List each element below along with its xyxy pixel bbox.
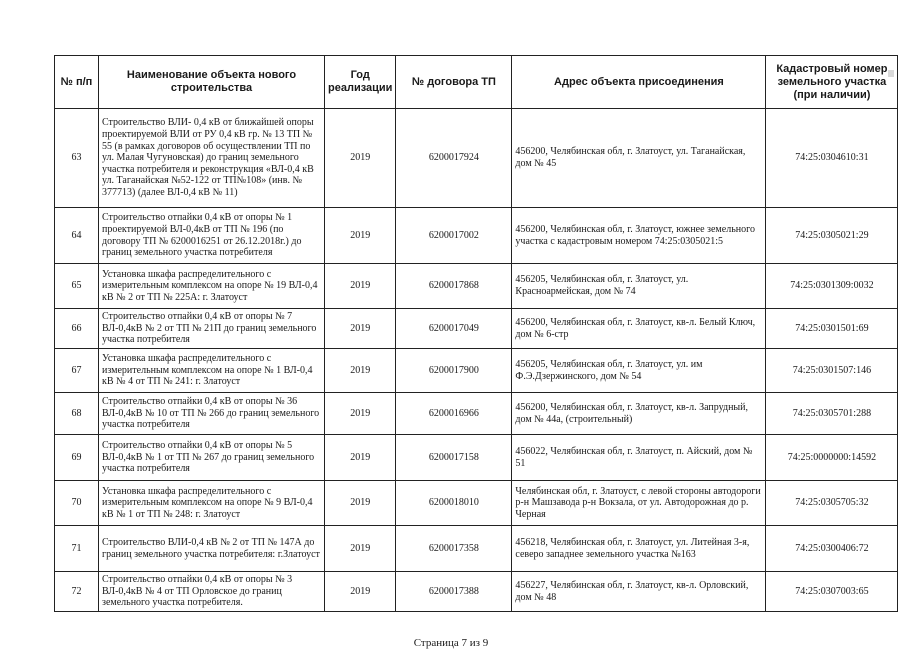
cadastral-number: 74:25:0305021:29 [766, 208, 898, 264]
row-number: 71 [55, 526, 99, 572]
table-row [55, 435, 898, 481]
year: 2019 [325, 109, 396, 208]
row-number: 63 [55, 109, 99, 208]
contract-number: 6200017158 [396, 435, 512, 481]
row-number: 70 [55, 481, 99, 526]
table-row [55, 572, 898, 612]
cadastral-number: 74:25:0300406:72 [766, 526, 898, 572]
table-row [55, 526, 898, 572]
row-number: 64 [55, 208, 99, 264]
year: 2019 [325, 393, 396, 435]
row-number: 66 [55, 309, 99, 349]
year: 2019 [325, 309, 396, 349]
year: 2019 [325, 572, 396, 612]
header-address: Адрес объекта присоединения [512, 56, 766, 109]
address: 456200, Челябинская обл, г. Златоуст, ул. Таганайская, дом № 45 [512, 109, 766, 208]
address: 456200, Челябинская обл, г. Златоуст, кв-л. Запрудный, дом № 44а, (строительный) [512, 393, 766, 435]
cadastral-number: 74:25:0301309:0032 [766, 264, 898, 309]
page-footer: Страница 7 из 9 [413, 637, 489, 649]
table-row [55, 109, 898, 208]
header-row [55, 56, 898, 109]
table-row [55, 264, 898, 309]
object-name: Строительство ВЛИ- 0,4 кВ от ближайшей опоры проектируемой ВЛИ от РУ 0,4 кВ гр. № 13 ТП № 55 (в рамках договоров об осуществлении ТП по ул. Малая Чугуновская) до границ земельного участка потребителя и реконструкция «ВЛ-0,4 кВ ул. Таганайская №52-122 от ТП№108» (инв. № 377713) (далее ВЛ-0,4 кВ № 11) [99, 109, 325, 208]
contract-number: 6200016966 [396, 393, 512, 435]
address: Челябинская обл, г. Златоуст, с левой стороны автодороги р-н Машзавода р-н Вокзала, от ул. Автодорожная до р. Черная [512, 481, 766, 526]
contract-number: 6200018010 [396, 481, 512, 526]
object-name: Установка шкафа распределительного с измерительным комплексом на опоре № 9 ВЛ-0,4 кВ № 1 от ТП № 248: г. Златоуст [99, 481, 325, 526]
table-row [55, 393, 898, 435]
year: 2019 [325, 435, 396, 481]
object-name: Строительство ВЛИ-0,4 кВ № 2 от ТП № 147А до границ земельного участка потребителя: г.Златоуст [99, 526, 325, 572]
cadastral-number: 74:25:0305705:32 [766, 481, 898, 526]
header-num: № п/п [55, 56, 99, 109]
contract-number: 6200017002 [396, 208, 512, 264]
contract-number: 6200017049 [396, 309, 512, 349]
row-number: 69 [55, 435, 99, 481]
table-row [55, 481, 898, 526]
address: 456200, Челябинская обл, г. Златоуст, кв-л. Белый Ключ, дом № 6-стр [512, 309, 766, 349]
address: 456205, Челябинская обл, г. Златоуст, ул. им Ф.Э.Дзержинского, дом № 54 [512, 349, 766, 393]
cadastral-number: 74:25:0304610:31 [766, 109, 898, 208]
table-row [55, 208, 898, 264]
table-row [55, 349, 898, 393]
object-name: Установка шкафа распределительного с измерительным комплексом на опоре № 19 ВЛ-0,4 кВ № 2 от ТП № 225А: г. Златоуст [99, 264, 325, 309]
scan-edge-mark [888, 70, 894, 77]
object-name: Строительство отпайки 0,4 кВ от опоры № 3 ВЛ-0,4кВ № 4 от ТП Орловское до границ земельного участка потребителя. [99, 572, 325, 612]
year: 2019 [325, 481, 396, 526]
address: 456227, Челябинская обл, г. Златоуст, кв-л. Орловский, дом № 48 [512, 572, 766, 612]
row-number: 65 [55, 264, 99, 309]
year: 2019 [325, 208, 396, 264]
contract-number: 6200017388 [396, 572, 512, 612]
contracts-table [54, 55, 898, 612]
object-name: Строительство отпайки 0,4 кВ от опоры № 36 ВЛ-0,4кВ № 10 от ТП № 266 до границ земельного участка потребителя [99, 393, 325, 435]
contract-number: 6200017924 [396, 109, 512, 208]
row-number: 68 [55, 393, 99, 435]
cadastral-number: 74:25:0301507:146 [766, 349, 898, 393]
year: 2019 [325, 349, 396, 393]
object-name: Строительство отпайки 0,4 кВ от опоры № 7 ВЛ-0,4кВ № 2 от ТП № 21П до границ земельного участка потребителя [99, 309, 325, 349]
row-number: 72 [55, 572, 99, 612]
object-name: Строительство отпайки 0,4 кВ от опоры № 1 проектируемой ВЛ-0,4кВ от ТП № 196 (по договору ТП № 6200016251 от 26.12.2018г.) до границ земельного участка потребителя [99, 208, 325, 264]
object-name: Установка шкафа распределительного с измерительным комплексом на опоре № 1 ВЛ-0,4 кВ № 4 от ТП № 241: г. Златоуст [99, 349, 325, 393]
cadastral-number: 74:25:0000000:14592 [766, 435, 898, 481]
address: 456022, Челябинская обл, г. Златоуст, п. Айский, дом № 51 [512, 435, 766, 481]
header-cadastral: Кадастровый номер земельного участка (при наличии) [766, 56, 898, 109]
cadastral-number: 74:25:0305701:288 [766, 393, 898, 435]
contract-number: 6200017358 [396, 526, 512, 572]
contract-number: 6200017900 [396, 349, 512, 393]
address: 456218, Челябинская обл, г. Златоуст, ул. Литейная 3-я, северо западнее земельного участка №163 [512, 526, 766, 572]
address: 456200, Челябинская обл, г. Златоуст, южнее земельного участка с кадастровым номером 74:25:0305021:5 [512, 208, 766, 264]
cadastral-number: 74:25:0307003:65 [766, 572, 898, 612]
year: 2019 [325, 526, 396, 572]
header-name: Наименование объекта нового строительства [99, 56, 325, 109]
year: 2019 [325, 264, 396, 309]
header-year: Год реализации [325, 56, 396, 109]
row-number: 67 [55, 349, 99, 393]
table-row [55, 309, 898, 349]
header-contract: № договора ТП [396, 56, 512, 109]
address: 456205, Челябинская обл, г. Златоуст, ул. Красноармейская, дом № 74 [512, 264, 766, 309]
contract-number: 6200017868 [396, 264, 512, 309]
object-name: Строительство отпайки 0,4 кВ от опоры № 5 ВЛ-0,4кВ № 1 от ТП № 267 до границ земельного участка потребителя [99, 435, 325, 481]
cadastral-number: 74:25:0301501:69 [766, 309, 898, 349]
